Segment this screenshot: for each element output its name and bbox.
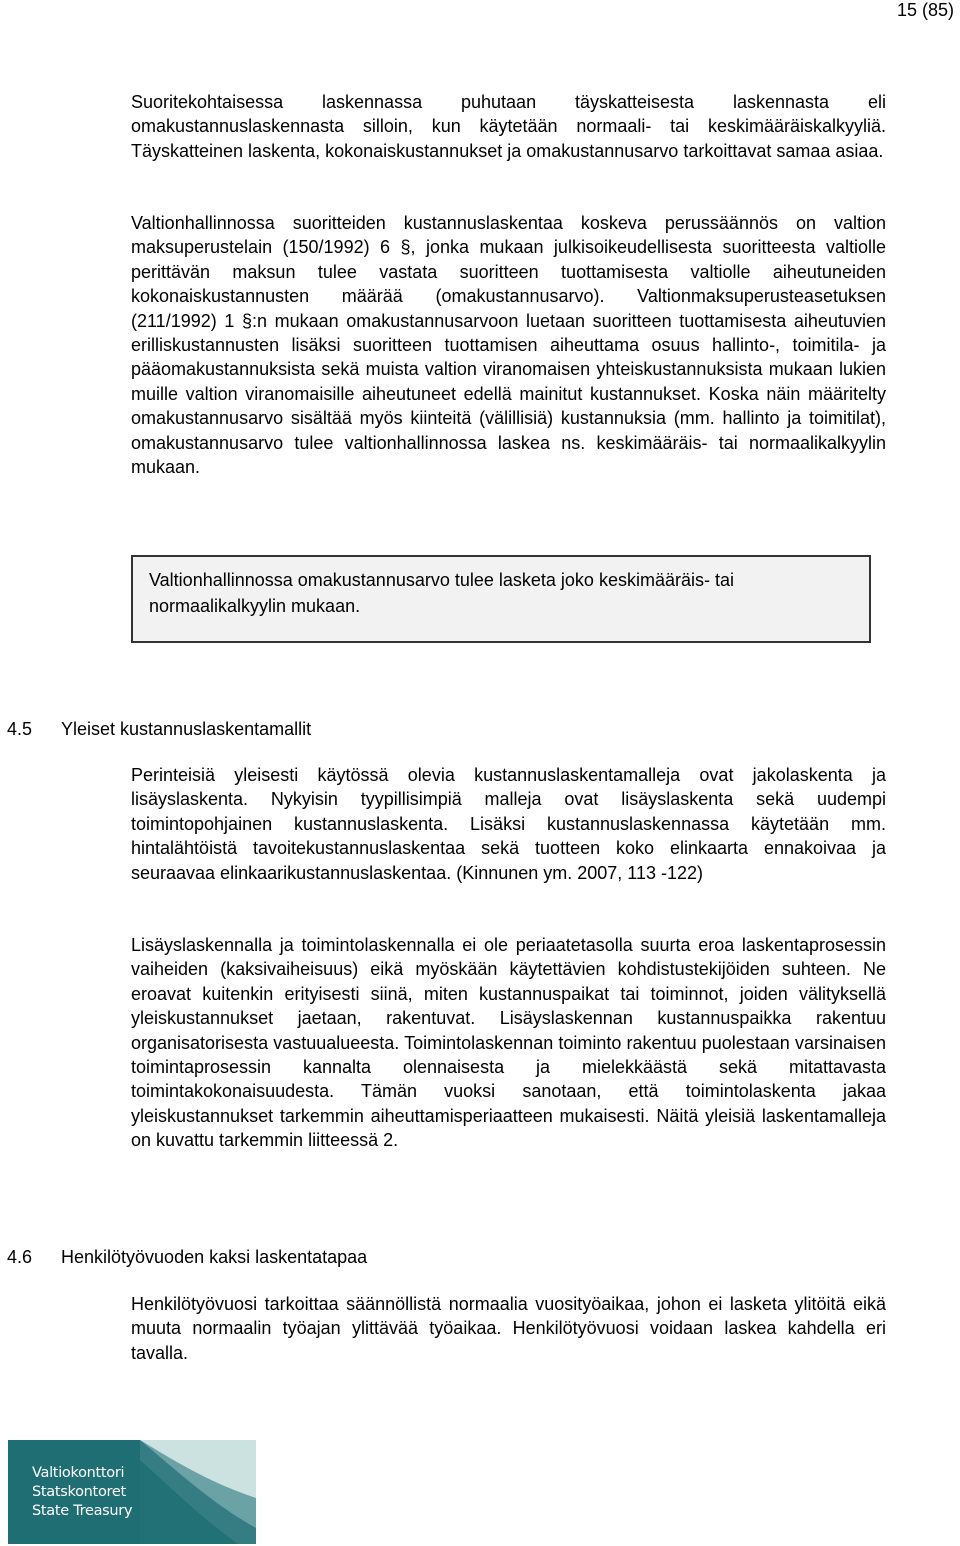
paragraph-1-block [131, 90, 886, 163]
paragraph-3-block [131, 763, 886, 885]
state-treasury-logo [8, 1440, 256, 1544]
logo-line-3: State Treasury [32, 1503, 133, 1519]
highlight-box-text: Valtionhallinnossa omakustannusarvo tulee lasketa joko keskimääräis- tai normaalikalkyylin mukaan. [149, 570, 734, 616]
section-heading-4-5 [7, 718, 311, 740]
section-number: 4.6 [7, 1247, 33, 1267]
logo-line-2: Statskontoret [32, 1484, 126, 1500]
paragraph-5-block [131, 1292, 886, 1365]
logo-text [32, 1464, 132, 1521]
paragraph-2: Valtionhallinnossa suoritteiden kustannuslaskentaa koskeva perussäännös on valtion maksuperustelain (150/1992) 6 §, jonka mukaan julkisoikeudellisesta suoritteesta valtiolle perittävän maksun tulee vastata suoritteen tuottamisesta valtiolle aiheutuneiden kokonaiskustannusten määrää (omakustannusarvo). Valtionmaksuperusteasetuksen (211/1992) 1 §:n mukaan omakustannusarvoon luetaan suoritteen tuottamisesta aiheutuvien erilliskustannusten lisäksi suoritteen tuottamisen aiheuttama osuus hallinto-, toimitila- ja pääomakustannuksista sekä muista valtion viranomaisen yhteiskustannuksista mukaan lukien muille valtion viranomaisille aiheutuneet edellä mainitut kustannukset. Koska näin määritelty omakustannusarvo sisältää myös kiinteitä (välillisiä) kustannuksia (mm. hallinto ja toimitilat), omakustannusarvo tulee valtionhallinnossa laskea ns. keskimääräis- tai normaalikalkyylin mukaan. [131, 213, 886, 478]
paragraph-4: Lisäyslaskennalla ja toimintolaskennalla ei ole periaatetasolla suurta eroa laskentaprosessin vaiheiden (kaksivaiheisuus) eikä myöskään käytettävien kohdistustekijöiden suhteen. Ne eroavat kuitenkin erityisesti siinä, miten kustannuspaikat tai toiminnot, joiden välityksellä yleiskustannukset jaetaan, rakentuvat. Lisäyslaskennan kustannuspaikka rakentuu organisatorisesta vastuualueesta. Toimintolaskennan toiminto rakentuu puolestaan varsinaisen toimintaprosessin kannalta olennaisesta ja mielekkäästä sekä mitattavasta toimintakokonaisuudesta. Tämän vuoksi sanotaan, että toimintolaskenta jakaa yleiskustannukset tarkemmin aiheuttamisperiaatteen mukaisesti. Näitä yleisiä laskentamalleja on kuvattu tarkemmin liitteessä 2. [131, 935, 886, 1151]
paragraph-2-block [131, 211, 886, 479]
page-number: 15 (85) [896, 0, 954, 20]
paragraph-4-block [131, 933, 886, 1153]
highlight-box [131, 555, 871, 643]
paragraph-1: Suoritekohtaisessa laskennassa puhutaan täyskatteisesta laskennasta eli omakustannuslaskennasta silloin, kun käytetään normaali- tai keskimääräiskalkyyliä. Täyskatteinen laskenta, kokonaiskustannukset ja omakustannusarvo tarkoittavat samaa asiaa. [131, 92, 886, 161]
section-title: Henkilötyövuoden kaksi laskentatapaa [61, 1247, 368, 1267]
paragraph-3: Perinteisiä yleisesti käytössä olevia kustannuslaskentamalleja ovat jakolaskenta ja lisäyslaskenta. Nykyisin tyypillisimpiä malleja ovat lisäyslaskenta sekä uudempi toimintopohjainen kustannuslaskenta. Lisäksi kustannuslaskennassa käytetään mm. hintalähtöistä tavoitekustannuslaskentaa sekä tuotteen koko elinkaarta ennakoivaa ja seuraavaa elinkaarikustannuslaskentaa. (Kinnunen ym. 2007, 113 -122) [131, 765, 886, 883]
section-title: Yleiset kustannuslaskentamallit [61, 719, 312, 739]
section-number: 4.5 [7, 719, 33, 739]
section-heading-4-6 [7, 1246, 367, 1268]
logo-line-1: Valtiokonttori [32, 1465, 125, 1481]
paragraph-5: Henkilötyövuosi tarkoittaa säännöllistä normaalia vuosityöaikaa, johon ei lasketa ylitöitä eikä muuta normaalin työajan ylittävää työaikaa. Henkilötyövuosi voidaan laskea kahdella eri tavalla. [131, 1294, 886, 1363]
